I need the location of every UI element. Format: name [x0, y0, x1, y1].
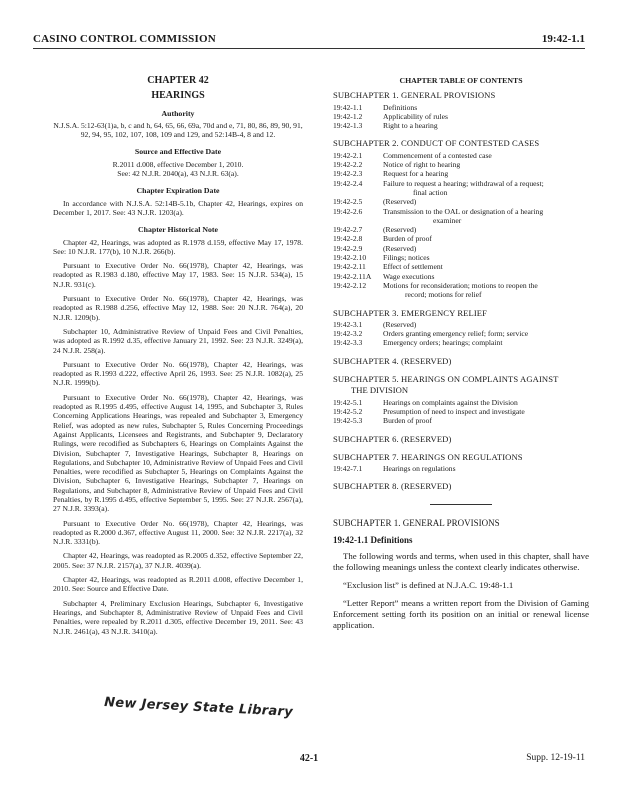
toc-entry	[333, 234, 589, 243]
source-citation: See: 42 N.J.R. 2040(a), 43 N.J.R. 63(a).	[117, 169, 239, 179]
history-note: Pursuant to Executive Order No. 66(1978), Chapter 42, Hearings, was readopted as R.1983 d.180, effective May 17, 1983. See: 15 N.J.R. 534(a), 15 N.J.R. 931(c).	[53, 261, 303, 289]
history-note: Pursuant to Executive Order No. 66(1978), Chapter 42, Hearings, was readopted as R.1993 d.222, effective April 26, 1993. See: 25 N.J.R. 1082(a), 25 N.J.R. 1999(b).	[53, 359, 303, 388]
toc-section-title: Commencement of a contested case	[383, 150, 492, 160]
toc-section-number: 19:42-3.3	[333, 338, 363, 348]
toc-section-number: 19:42-2.4	[333, 178, 363, 188]
toc-section-title: Burden of proof	[383, 416, 432, 426]
toc-section-number: 19:42-7.1	[333, 464, 363, 474]
history-note: Chapter 42, Hearings, was readopted as R.2011 d.008, effective December 1, 2010. See: Source and Effective Date.	[53, 575, 303, 594]
expiration-text: In accordance with N.J.S.A. 52:14B-5.1b, Chapter 42, Hearings, expires on December 1, 2017. See: 43 N.J.R. 1203(a).	[53, 198, 303, 217]
expiration-heading: Chapter Expiration Date	[136, 186, 220, 196]
toc-section-title-cont: final action	[413, 187, 448, 197]
toc-entry	[333, 244, 589, 253]
toc-section-title: Hearings on complaints against the Division	[383, 397, 518, 407]
body-paragraph: The following words and terms, when used in this chapter, shall have the following meanings unless the context clearly indicates otherwise.	[333, 551, 589, 573]
toc-entry	[333, 121, 589, 130]
toc-section-number: 19:42-3.2	[333, 329, 363, 339]
page-number: 42-1	[299, 753, 319, 764]
history-note: Chapter 42, Hearings, was adopted as R.1978 d.159, effective May 17, 1978. See: 10 N.J.R. 177(b), 10 N.J.R. 266(b).	[53, 237, 303, 256]
toc-section-number: 19:42-5.1	[333, 397, 363, 407]
toc-section-number: 19:42-2.11	[333, 262, 366, 272]
toc-section-title: Emergency orders; hearings; complaint	[383, 338, 503, 348]
history-note: Pursuant to Executive Order No. 66(1978), Chapter 42, Hearings, was readopted as R.1988 d.256, effective May 12, 1988. See: 20 N.J.R. 764(a), 20 N.J.R. 1209(b).	[53, 294, 303, 322]
toc-subchapter-5: SUBCHAPTER 5. HEARINGS ON COMPLAINTS AGAINST	[333, 374, 559, 385]
running-header-section: 19:42-1.1	[541, 33, 585, 45]
toc-section-title: Filings; notices	[383, 253, 430, 263]
toc-entry	[333, 262, 589, 271]
toc-section-title: Transmission to the OAL or designation of a hearing	[383, 206, 544, 216]
history-note: Chapter 42, Hearings, was readopted as R.2005 d.352, effective September 22, 2005. See: 37 N.J.R. 2157(a), 37 N.J.R. 4039(a).	[53, 551, 303, 570]
history-note: Subchapter 4, Preliminary Exclusion Hearings, Subchapter 6, Investigative Hearings, and Subchapter 8, Administrative Review of Unpaid Fees and Civil Penalties, were repealed by R.2011 d.305, effective December 19, 2011. See: 43 N.J.R. 2461(a), 43 N.J.R. 3410(a).	[53, 598, 303, 636]
toc-entry	[333, 179, 589, 188]
toc-section-number: 19:42-1.2	[333, 111, 363, 121]
toc-subchapter-6: SUBCHAPTER 6. (RESERVED)	[333, 433, 452, 444]
toc-section-title: (Reserved)	[383, 225, 417, 235]
header-rule	[33, 48, 585, 49]
toc-section-number: 19:42-1.3	[333, 121, 363, 131]
toc-subchapter-3: SUBCHAPTER 3. EMERGENCY RELIEF	[333, 307, 488, 318]
toc-entry	[333, 253, 589, 262]
toc-entry	[333, 338, 589, 347]
section-divider	[430, 504, 492, 505]
history-note: Pursuant to Executive Order No. 66(1978), Chapter 42, Hearings, was readopted as R.1995 d.495, effective August 14, 1995, and Subchapter 3, Rules Concerning Applications Hearings, was repealed and Subchapter 3, Emergency Relief, was adopted as new rules, Subchapter 5, Rules Concerning Proceedings Against Applicants, Licensees and Registrants, and Subchapter 9, Declaratory Rulings, were recodified as Subchapters 6, Hearings on Complaints Against the Division, Subchapter 7, Investigative Hearings, Subchapter 8, Hearings on Regulations, and Subchapter 10, Administrative Review of Unpaid Fees and Civil Penalties, were recodified as Subchapter 5, Hearings on Complaints Against the Division, Subchapter 6, Investigative Hearings, Subchapter 7, Hearings on Regulations, and Subchapter 8, Administrative Review of Unpaid Fees and Civil Penalties, by R.1995 d.495, effective September 5, 1995. See: 27 N.J.R. 2567(a), 27 N.J.R. 3393(a).	[53, 392, 303, 514]
running-header-title: CASINO CONTROL COMMISSION	[33, 33, 216, 45]
toc-section-title: Motions for reconsideration; motions to reopen the	[383, 280, 538, 290]
toc-section-title: Orders granting emergency relief; form; service	[383, 329, 529, 339]
toc-entry	[333, 169, 589, 178]
toc-section-title: Applicability of rules	[383, 111, 448, 121]
source-heading: Source and Effective Date	[134, 147, 222, 157]
toc-list-2	[333, 151, 589, 300]
toc-section-number: 19:42-2.12	[333, 280, 367, 290]
section-heading: 19:42-1.1 Definitions	[333, 534, 413, 545]
history-note: Pursuant to Executive Order No. 66(1978), Chapter 42, Hearings, was readopted as R.2000 d.367, effective August 11, 2000. See: 32 N.J.R. 2217(a), 32 N.J.R. 3331(b).	[53, 518, 303, 547]
toc-entry	[333, 407, 589, 416]
toc-section-number: 19:42-2.8	[333, 234, 363, 244]
toc-subchapter-1: SUBCHAPTER 1. GENERAL PROVISIONS	[333, 90, 496, 101]
toc-section-number: 19:42-5.3	[333, 416, 363, 426]
toc-section-title: Presumption of need to inspect and investigate	[383, 406, 525, 416]
toc-section-number: 19:42-1.1	[333, 102, 363, 112]
body-subchapter-heading: SUBCHAPTER 1. GENERAL PROVISIONS	[333, 517, 500, 528]
toc-subchapter-8: SUBCHAPTER 8. (RESERVED)	[333, 481, 452, 492]
toc-section-number: 19:42-2.3	[333, 169, 363, 179]
chapter-number: CHAPTER 42	[147, 75, 209, 86]
toc-section-number: 19:42-2.2	[333, 160, 363, 170]
toc-entry	[333, 225, 589, 234]
toc-section-title: Wage executions	[383, 271, 435, 281]
toc-list-5	[333, 398, 589, 426]
history-note: Subchapter 10, Administrative Review of Unpaid Fees and Civil Penalties, was adopted as R.1992 d.35, effective January 21, 1992. See: 23 N.J.R. 3249(a), 24 N.J.R. 258(a).	[53, 326, 303, 355]
toc-section-title: Hearings on regulations	[383, 464, 456, 474]
toc-section-number: 19:42-2.11A	[333, 271, 372, 281]
toc-entry	[333, 464, 589, 473]
authority-text: N.J.S.A. 5:12-63(1)a, b, c and h, 64, 65, 66, 69a, 70d and e, 71, 80, 86, 89, 90, 91, 92, 94, 95, 102, 107, 108, 109 and 129, and 52:14B-4, 8 and 12.	[53, 120, 303, 140]
toc-entry	[333, 398, 589, 407]
toc-section-title: Definitions	[383, 102, 418, 112]
body-paragraph: “Exclusion list” is defined at N.J.A.C. 19:48-1.1	[343, 580, 514, 591]
authority-heading: Authority	[161, 108, 195, 118]
toc-section-number: 19:42-2.10	[333, 253, 367, 263]
toc-section-number: 19:42-2.1	[333, 150, 363, 160]
toc-section-number: 19:42-2.6	[333, 206, 363, 216]
source-line: R.2011 d.008, effective December 1, 2010.	[112, 159, 244, 169]
supplement-date: Supp. 12-19-11	[526, 753, 585, 763]
toc-entry	[333, 272, 589, 281]
left-column	[53, 76, 303, 641]
toc-section-number: 19:42-2.9	[333, 243, 363, 253]
toc-section-title: Failure to request a hearing; withdrawal of a request;	[383, 178, 544, 188]
toc-entry	[333, 329, 589, 338]
toc-section-title: (Reserved)	[383, 197, 417, 207]
toc-section-number: 19:42-2.7	[333, 225, 363, 235]
toc-list-3	[333, 320, 589, 348]
toc-section-title-cont: examiner	[433, 215, 462, 225]
toc-section-title: (Reserved)	[383, 243, 417, 253]
toc-subchapter-5-cont: THE DIVISION	[351, 385, 409, 396]
toc-section-number: 19:42-5.2	[333, 406, 363, 416]
toc-title: CHAPTER TABLE OF CONTENTS	[399, 76, 523, 85]
toc-section-title: Request for a hearing	[383, 169, 449, 179]
toc-entry	[333, 281, 589, 290]
toc-entry	[333, 160, 589, 169]
toc-entry	[333, 112, 589, 121]
body-paragraph: “Letter Report” means a written report from the Division of Gaming Enforcement setting forth its position on an initial or renewal license application.	[333, 598, 589, 631]
toc-entry	[333, 103, 589, 112]
toc-entry	[333, 320, 589, 329]
right-column	[333, 76, 589, 638]
toc-section-number: 19:42-3.1	[333, 319, 363, 329]
toc-entry	[333, 207, 589, 216]
toc-section-title: Notice of right to hearing	[383, 160, 461, 170]
toc-subchapter-2: SUBCHAPTER 2. CONDUCT OF CONTESTED CASES	[333, 138, 540, 149]
chapter-subject: HEARINGS	[151, 90, 205, 102]
toc-entry	[333, 197, 589, 206]
toc-section-title: Burden of proof	[383, 234, 432, 244]
toc-list-1	[333, 103, 589, 131]
toc-section-title-cont: record; motions for relief	[405, 290, 482, 300]
history-heading: Chapter Historical Note	[138, 225, 218, 235]
toc-section-title: (Reserved)	[383, 319, 417, 329]
toc-section-title: Right to a hearing	[383, 121, 438, 131]
library-stamp: New Jersey State Library	[103, 695, 294, 720]
toc-entry	[333, 151, 589, 160]
toc-section-title: Effect of settlement	[383, 262, 443, 272]
toc-section-number: 19:42-2.5	[333, 197, 363, 207]
toc-entry	[333, 416, 589, 425]
toc-subchapter-4: SUBCHAPTER 4. (RESERVED)	[333, 355, 452, 366]
toc-subchapter-7: SUBCHAPTER 7. HEARINGS ON REGULATIONS	[333, 451, 523, 462]
